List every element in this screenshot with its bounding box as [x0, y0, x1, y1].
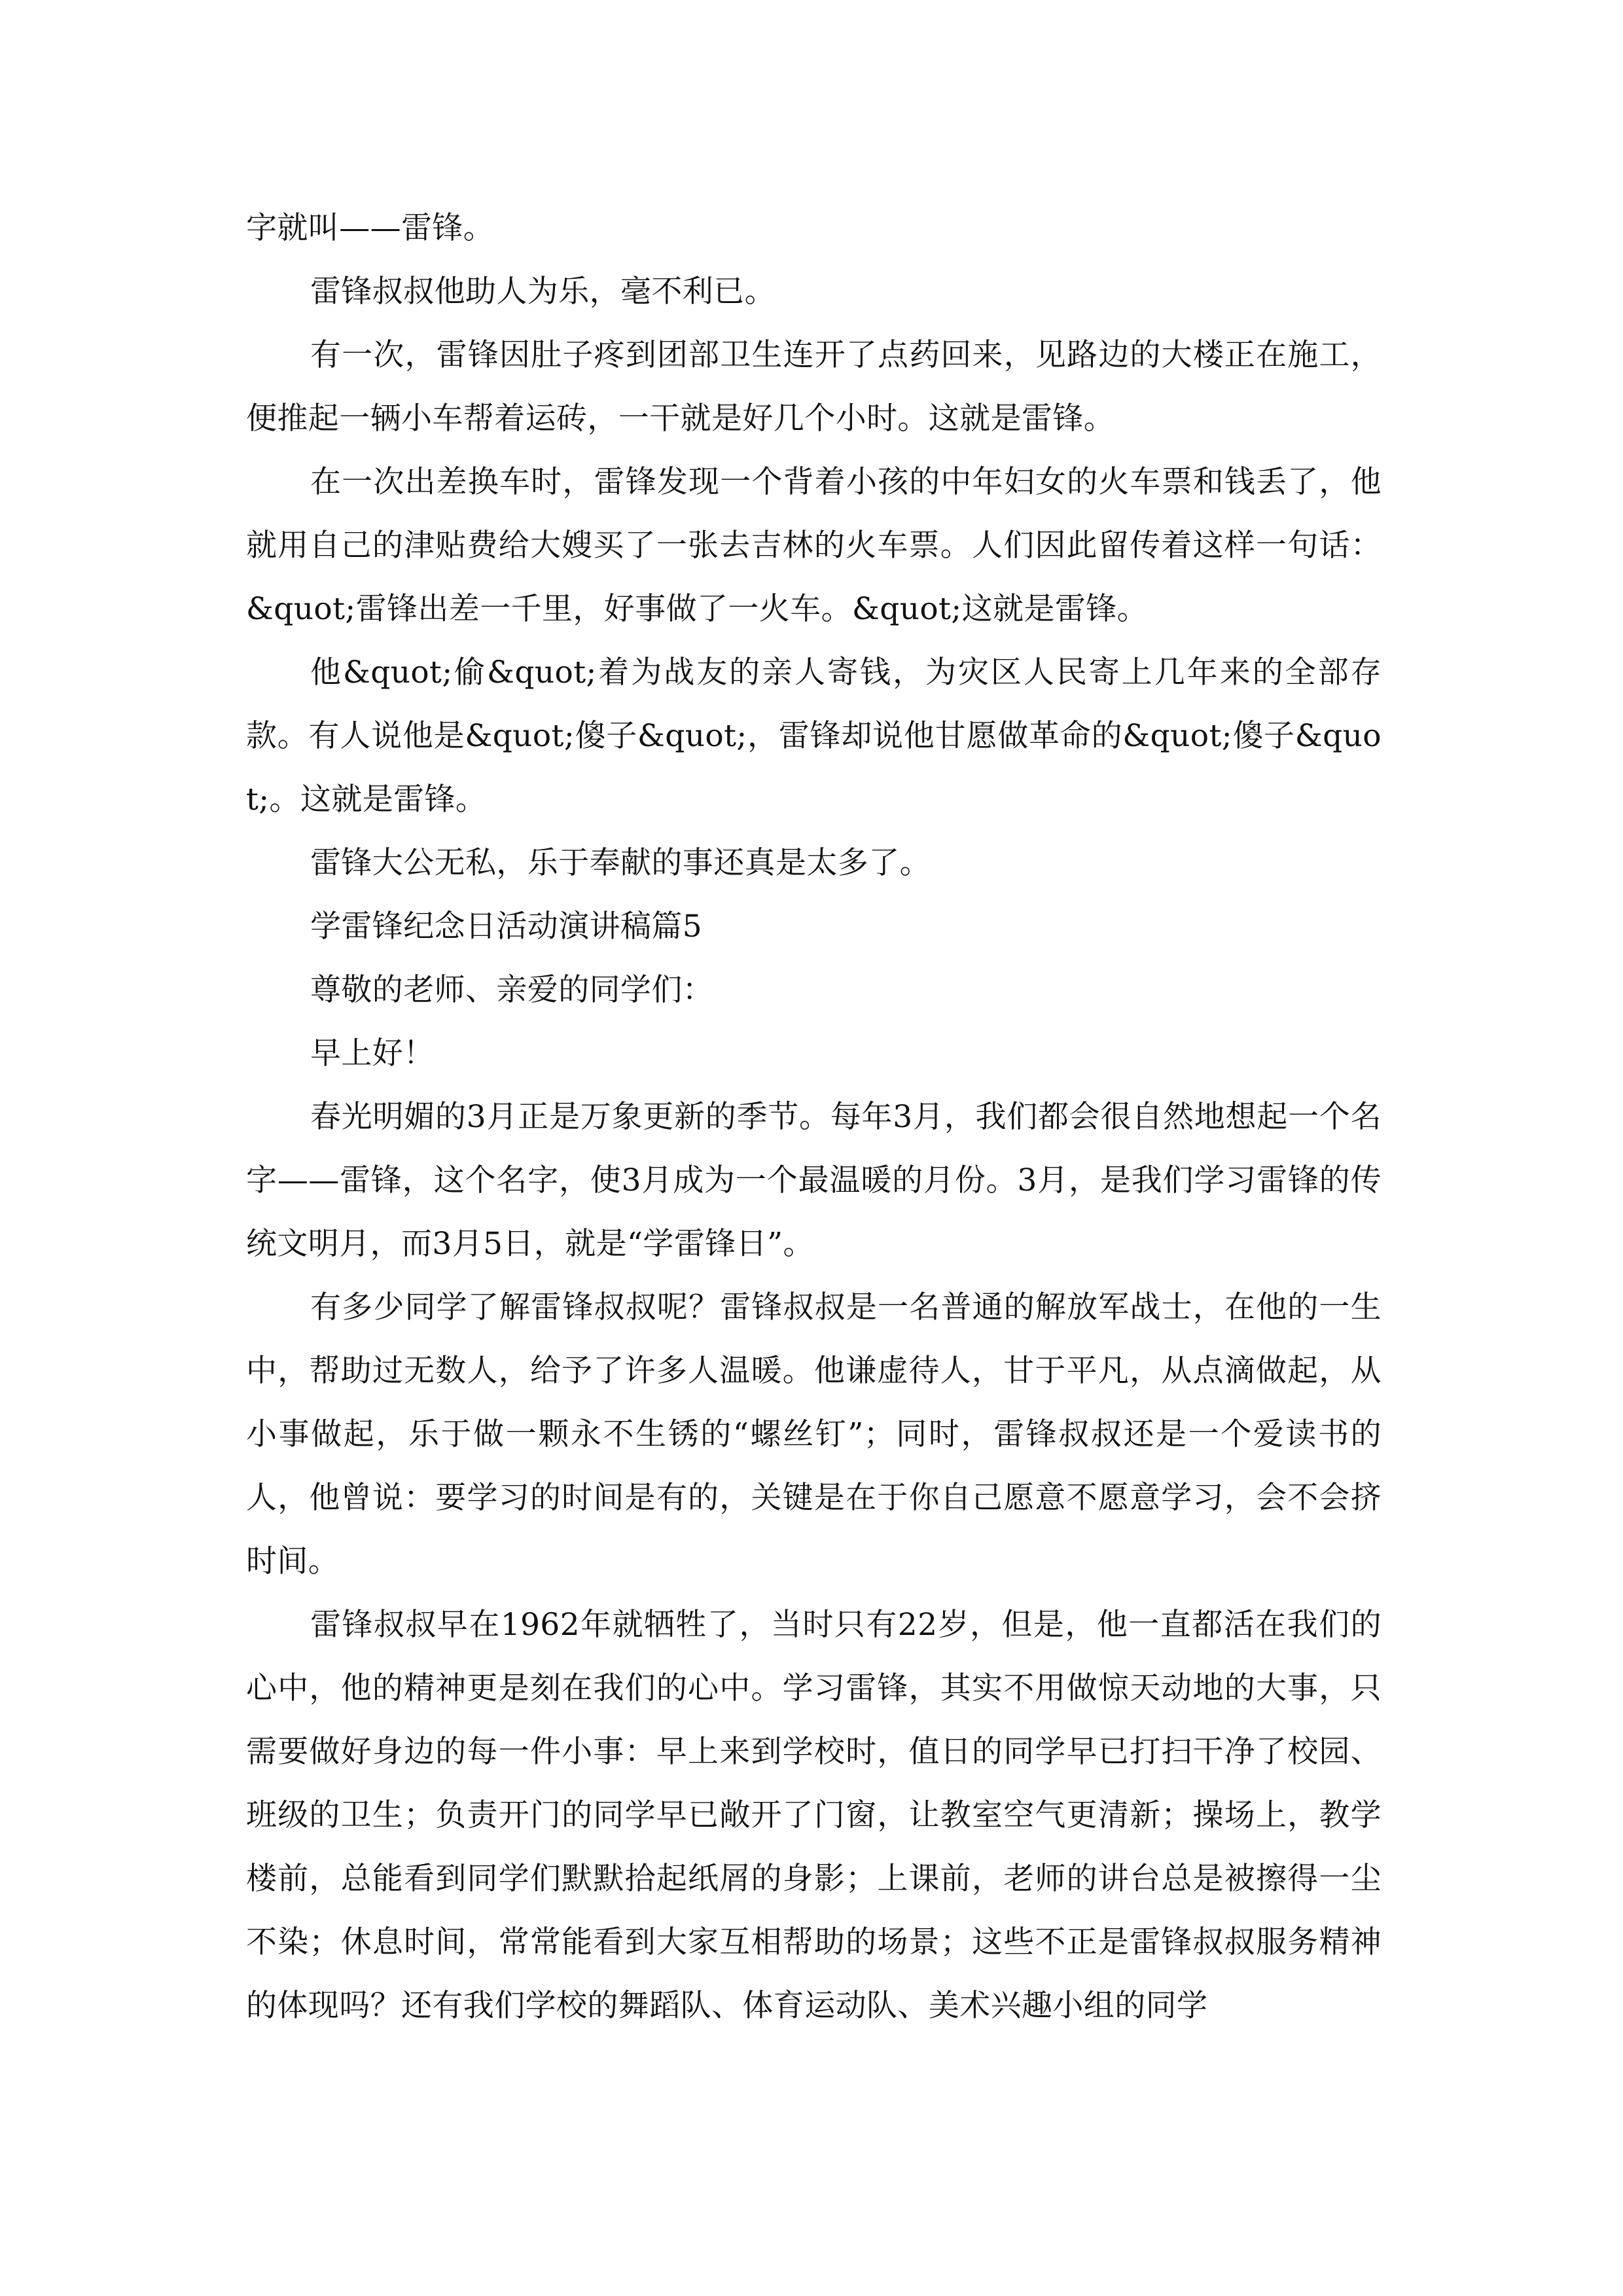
salutation: 尊敬的老师、亲爱的同学们： — [310, 972, 714, 1008]
paragraph: 有一次，雷锋因肚子疼到团部卫生连开了点药回来，见路边的大楼正在施工，便推起一辆小车帮着运砖，一干就是好几个小时。这就是雷锋。 — [246, 337, 1382, 437]
paragraph: 雷锋叔叔早在1962年就牺牲了，当时只有22岁，但是，他一直都活在我们的心中，他的精神更是刻在我们的心中。学习雷锋，其实不用做惊天动地的大事，只需要做好身边的每一件小事：早上来到学校时，值日的同学早已打扫干净了校园、班级的卫生；负责开门的同学早已敞开了门窗，让教室空气更清新；操场上，教学楼前，总能看到同学们默默拾起纸屑的身影；上课前，老师的讲台总是被擦得一尘不染；休息时间，常常能看到大家互相帮助的场景；这些不正是雷锋叔叔服务精神的体现吗？还有我们学校的舞蹈队、体育运动队、美术兴趣小组的同学 — [246, 1607, 1382, 2024]
paragraph: 有多少同学了解雷锋叔叔呢？雷锋叔叔是一名普通的解放军战士，在他的一生中，帮助过无数人，给予了许多人温暖。他谦虚待人，甘于平凡，从点滴做起，从小事做起，乐于做一颗永不生锈的“螺丝钉”；同时，雷锋叔叔还是一个爱读书的人，他曾说：要学习的时间是有的，关键是在于你自己愿意不愿意学习，会不会挤时间。 — [246, 1289, 1382, 1579]
paragraph: 他&quot;偷&quot;着为战友的亲人寄钱，为灾区人民寄上几年来的全部存款。有人说他是&quot;傻子&quot;，雷锋却说他甘愿做革命的&quot;傻子&quot;。这就是雷锋。 — [246, 655, 1382, 817]
section-heading: 学雷锋纪念日活动演讲稿篇5 — [310, 908, 703, 944]
paragraph: 雷锋大公无私，乐于奉献的事还真是太多了。 — [310, 845, 931, 881]
paragraph: 春光明媚的3月正是万象更新的季节。每年3月，我们都会很自然地想起一个名字——雷锋，这个名字，使3月成为一个最温暖的月份。3月，是我们学习雷锋的传统文明月，而3月5日，就是“学雷锋日”。 — [246, 1099, 1382, 1262]
paragraph-continuation: 字就叫——雷锋。 — [246, 210, 495, 246]
paragraph: 在一次出差换车时，雷锋发现一个背着小孩的中年妇女的火车票和钱丢了，他就用自己的津贴费给大嫂买了一张去吉林的火车票。人们因此留传着这样一句话：&quot;雷锋出差一千里，好事做了一火车。&quot;这就是雷锋。 — [246, 464, 1382, 627]
paragraph: 雷锋叔叔他助人为乐，毫不利已。 — [310, 274, 776, 310]
document-body — [246, 196, 1382, 2037]
greeting: 早上好！ — [310, 1035, 435, 1071]
